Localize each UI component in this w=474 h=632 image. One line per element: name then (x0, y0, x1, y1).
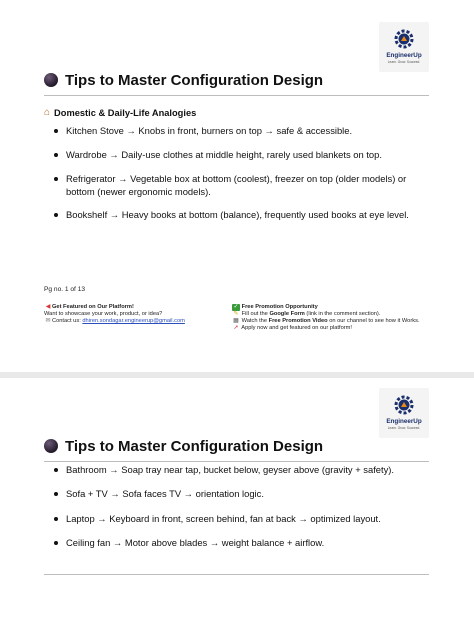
list-item: Bathroom → Soap tray near tap, bucket below, geyser above (gravity + safety). (54, 464, 426, 477)
title-divider (44, 95, 429, 96)
form-bold: Google Form (269, 311, 305, 318)
page-title-row (44, 69, 323, 91)
list-item: Refrigerator → Vegetable box at bottom (coolest), freezer on top (older models) or bottom (newer ergonomic models). (54, 173, 426, 198)
logo-tagline: Learn. Grow. Succeed. (387, 426, 421, 430)
dark-sphere-icon (44, 439, 58, 453)
mail-icon: ✉ (45, 318, 51, 325)
contact-email-link[interactable]: dhiren.sondagar.engineerup@gmail.com (82, 318, 185, 325)
list-item: Bookshelf → Heavy books at bottom (balance), frequently used books at eye level. (54, 209, 426, 222)
film-icon: ▦ (233, 318, 239, 325)
logo-name: EngineerUp (386, 52, 422, 59)
bottom-divider (44, 574, 429, 575)
page-title: Tips to Master Configuration Design (65, 71, 324, 89)
house-icon: ⌂ (44, 107, 51, 118)
logo-tagline: Learn. Grow. Succeed. (387, 60, 421, 64)
apply-line: Apply now and get featured on our platform! (241, 325, 352, 332)
form-pre: Fill out the (241, 311, 268, 318)
title-divider (44, 461, 429, 462)
page-title: Tips to Master Configuration Design (65, 437, 324, 455)
list-item: Kitchen Stove → Knobs in front, burners on top → safe & accessible. (54, 125, 426, 138)
footer-left (44, 304, 234, 325)
engineerup-logo (379, 22, 429, 72)
footer-left-heading: Get Featured on Our Platform! (52, 304, 134, 310)
page-2 (0, 378, 474, 632)
gear-logo-icon (392, 27, 416, 51)
contact-label: Contact us: (52, 318, 81, 325)
section-heading (44, 107, 196, 118)
video-pre: Watch the (241, 318, 267, 325)
rocket-icon: ➚ (233, 325, 239, 332)
logo-name: EngineerUp (386, 418, 422, 425)
page-title-row (44, 435, 323, 457)
footer-right (232, 304, 437, 332)
checkmark-icon: ✓ (233, 304, 239, 310)
gear-logo-icon (392, 393, 416, 417)
list-item: Wardrobe → Daily-use clothes at middle height, rarely used blankets on top. (54, 149, 426, 162)
megaphone-icon: ◀ (45, 304, 51, 310)
pencil-icon: ✎ (233, 311, 239, 318)
form-post: (link in the comment section). (306, 311, 381, 318)
video-post: on our channel to see how it Works. (329, 318, 420, 325)
section-title: Domestic & Daily-Life Analogies (54, 107, 197, 118)
engineerup-logo (379, 388, 429, 438)
video-bold: Free Promotion Video (268, 318, 328, 325)
page-number: Pg no. 1 of 13 (44, 286, 86, 293)
list-item: Sofa + TV → Sofa faces TV → orientation logic. (54, 488, 426, 501)
footer-right-heading: Free Promotion Opportunity (241, 304, 318, 310)
footer-left-line: Want to showcase your work, product, or idea? (44, 311, 163, 318)
dark-sphere-icon (44, 73, 58, 87)
list-item: Ceiling fan → Motor above blades → weight balance + airflow. (54, 537, 426, 550)
list-item: Laptop → Keyboard in front, screen behind, fan at back → optimized layout. (54, 513, 426, 526)
